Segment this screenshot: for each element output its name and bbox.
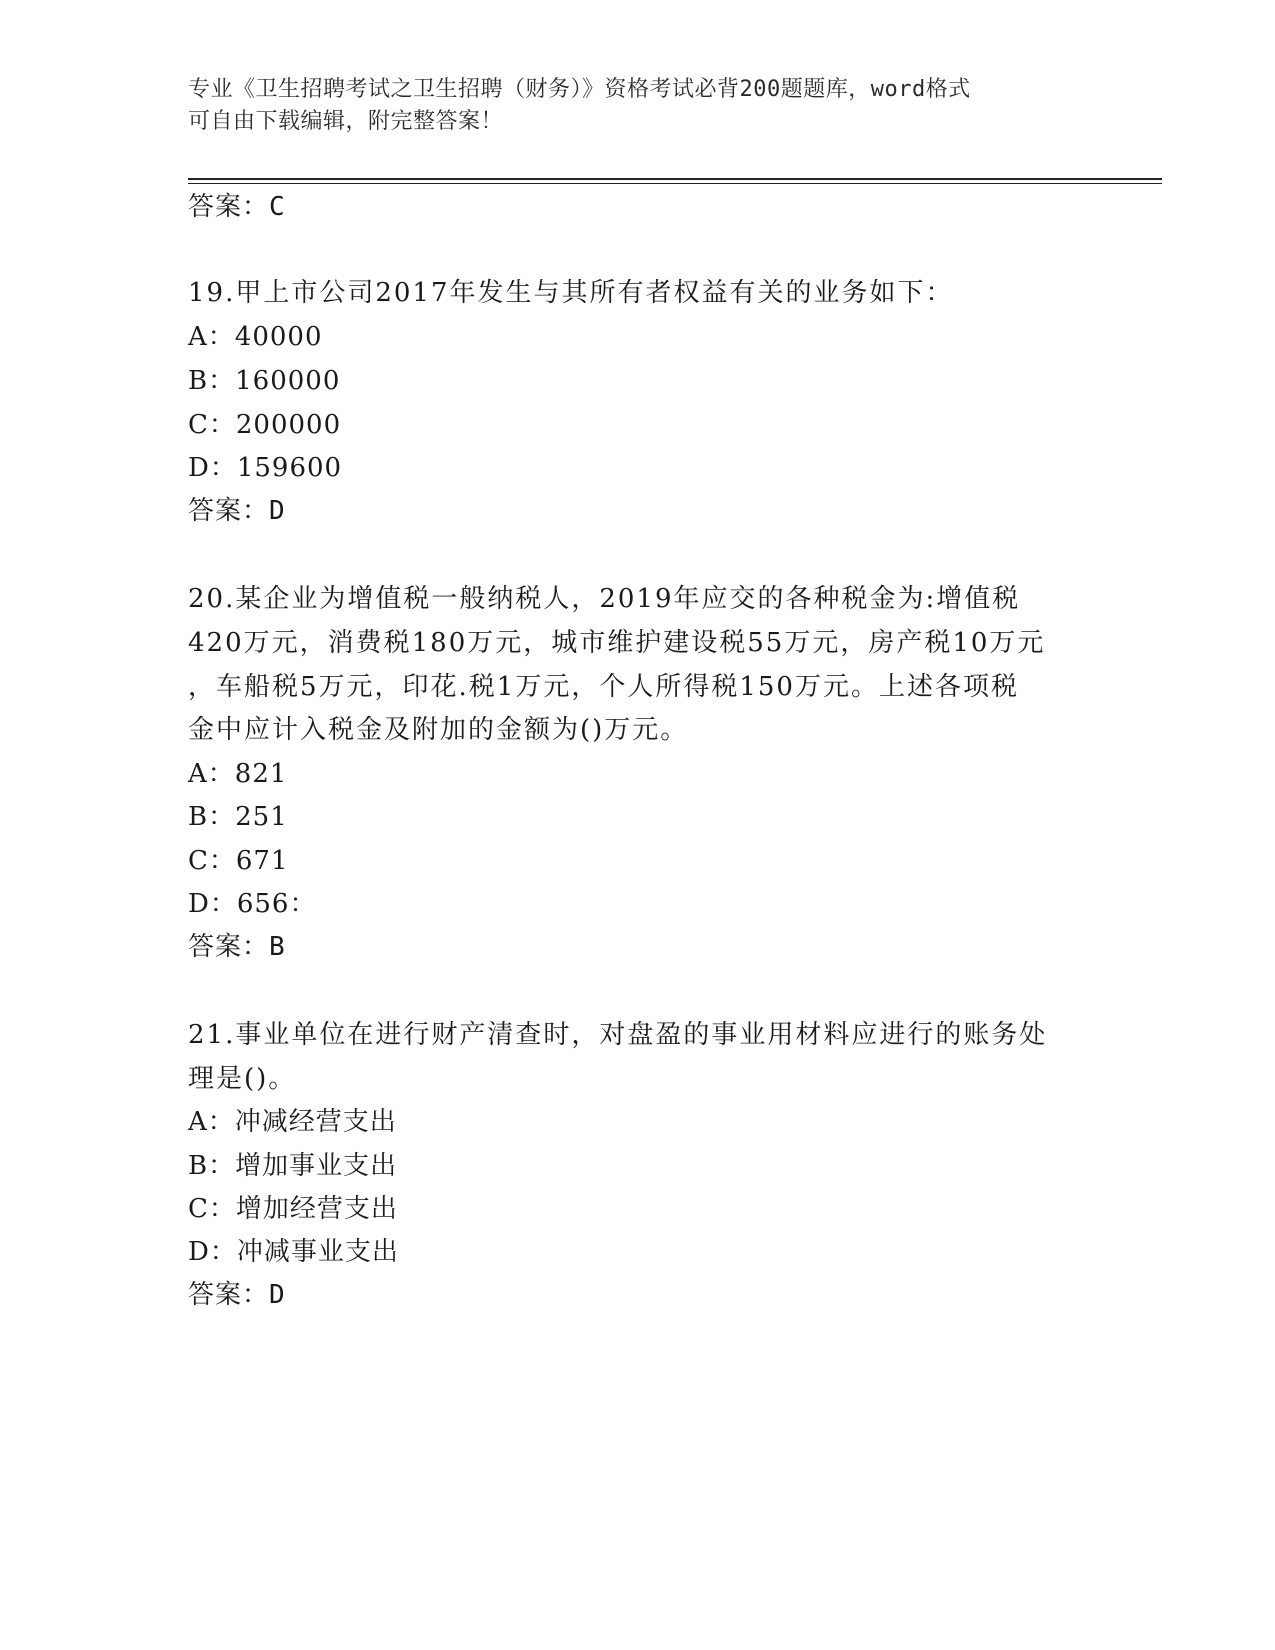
question-21-option-d: D：冲减事业支出 <box>188 1237 399 1267</box>
question-20-answer: 答案：B <box>188 932 286 962</box>
question-20-text-line-4: 金中应计入税金及附加的金额为()万元。 <box>188 715 689 745</box>
question-20-option-b: B：251 <box>188 802 288 832</box>
question-20-text-line-2: 420万元，消费税180万元，城市维护建设税55万元，房产税10万元 <box>188 628 1046 658</box>
question-20-text-line-1: 20.某企业为增值税一般纳税人，2019年应交的各种税金为:增值税 <box>188 584 1021 614</box>
question-19-text: 19.甲上市公司2017年发生与其所有者权益有关的业务如下： <box>188 278 954 308</box>
question-21-text-line-1: 21.事业单位在进行财产清查时，对盘盈的事业用材料应进行的账务处 <box>188 1020 1048 1050</box>
question-19-answer: 答案：D <box>188 496 286 526</box>
header-divider-thin <box>188 183 1162 184</box>
question-20-option-c: C：671 <box>188 846 289 876</box>
header-line-1: 专业《卫生招聘考试之卫生招聘（财务）》资格考试必背200题题库，word格式 <box>188 77 971 102</box>
question-19-option-c: C：200000 <box>188 410 342 440</box>
document-header <box>188 74 1068 138</box>
question-20-text-line-3: ，车船税5万元，印花.税1万元，个人所得税150万元。上述各项税 <box>188 672 1019 702</box>
question-21-answer: 答案：D <box>188 1280 286 1310</box>
question-21-option-b: B：增加事业支出 <box>188 1151 398 1181</box>
header-line-2: 可自由下载编辑，附完整答案！ <box>188 109 504 134</box>
question-21-option-a: A：冲减经营支出 <box>188 1107 397 1137</box>
question-19-option-b: B：160000 <box>188 366 341 396</box>
header-divider-thick <box>188 178 1162 180</box>
question-19-option-a: A：40000 <box>188 322 323 352</box>
question-19-option-d: D：159600 <box>188 453 343 483</box>
question-20-option-a: A：821 <box>188 759 288 789</box>
question-21-text-line-2: 理是()。 <box>188 1064 297 1094</box>
previous-answer: 答案：C <box>188 192 286 222</box>
question-20-option-d: D：656： <box>188 889 317 919</box>
question-21-option-c: C：增加经营支出 <box>188 1194 398 1224</box>
